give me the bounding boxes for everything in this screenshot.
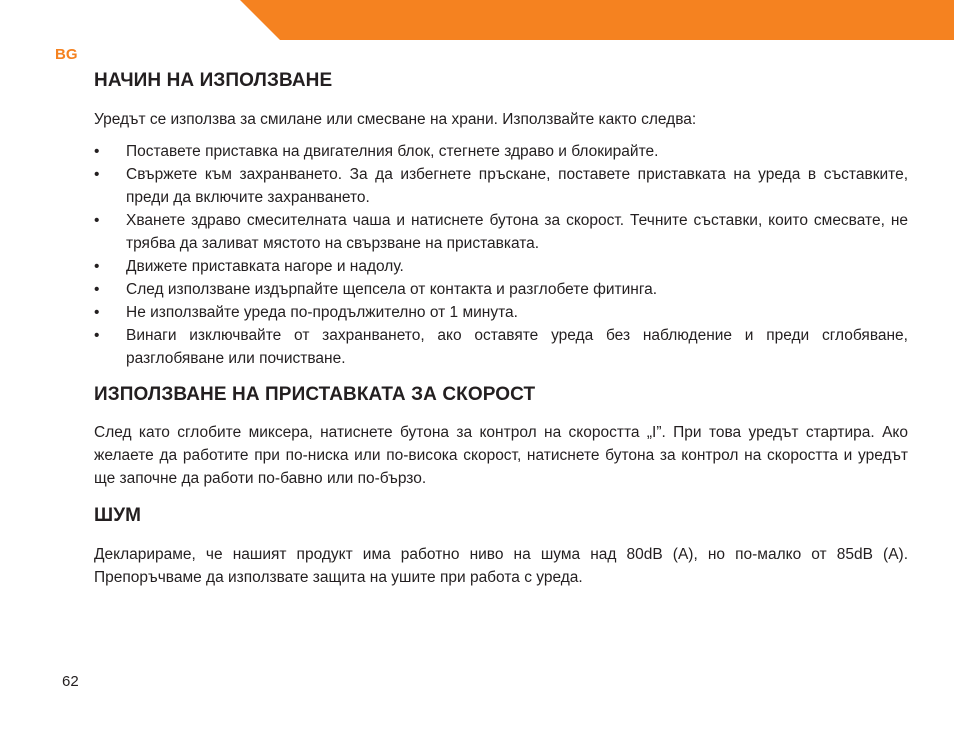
usage-steps-list (94, 140, 908, 370)
bullet: • (94, 327, 100, 344)
page-number: 62 (62, 673, 79, 690)
list-item: • Хванете здраво смесителната чаша и натиснете бутона за скорост. Течните съставки, които смесвате, не трябва да заливат мястото на свързване на приставката. (94, 209, 908, 255)
bullet: • (94, 212, 100, 229)
bullet: • (94, 304, 100, 321)
section-title-speed: ИЗПОЛЗВАНЕ НА ПРИСТАВКАТА ЗА СКОРОСТ (94, 384, 536, 405)
section-title-usage: НАЧИН НА ИЗПОЛЗВАНЕ (94, 70, 333, 91)
noise-body: Декларираме, че нашият продукт има работно ниво на шума над 80dB (A), но по-малко от 85dB (A). Препоръчваме да използвате защита на ушите при работа с уреда. (94, 546, 908, 586)
bullet: • (94, 143, 100, 160)
bullet: • (94, 166, 100, 183)
language-code: BG (55, 46, 78, 63)
usage-intro: Уредът се използва за смилане или смесване на храни. Използвайте както следва: (94, 111, 697, 128)
page-content (94, 68, 908, 589)
bullet: • (94, 281, 100, 298)
speed-body: След като сглобите миксера, натиснете бутона за контрол на скоростта „I”. При това уредът стартира. Ако желаете да работите при по-ниска или по-висока скорост, натиснете бутона за контрол на скоростта и уредът ще започне да работи по-бавно или по-бързо. (94, 424, 908, 487)
list-item: • Не използвайте уреда по-продължително от 1 минута. (94, 301, 908, 324)
list-item: • Свържете към захранването. За да избегнете пръскане, поставете приставката на уреда в съставките, преди да включите захранването. (94, 163, 908, 209)
section-title-noise: ШУМ (94, 505, 142, 526)
list-item: • Движете приставката нагоре и надолу. (94, 255, 908, 278)
bullet: • (94, 258, 100, 275)
list-item: • След използване издърпайте щепсела от контакта и разглобете фитинга. (94, 278, 908, 301)
list-item: • Поставете приставка на двигателния блок, стегнете здраво и блокирайте. (94, 140, 908, 163)
list-item: • Винаги изключвайте от захранването, ако оставяте уреда без наблюдение и преди сглобяване, разглобяване или почистване. (94, 324, 908, 370)
header-accent-band (240, 0, 954, 40)
